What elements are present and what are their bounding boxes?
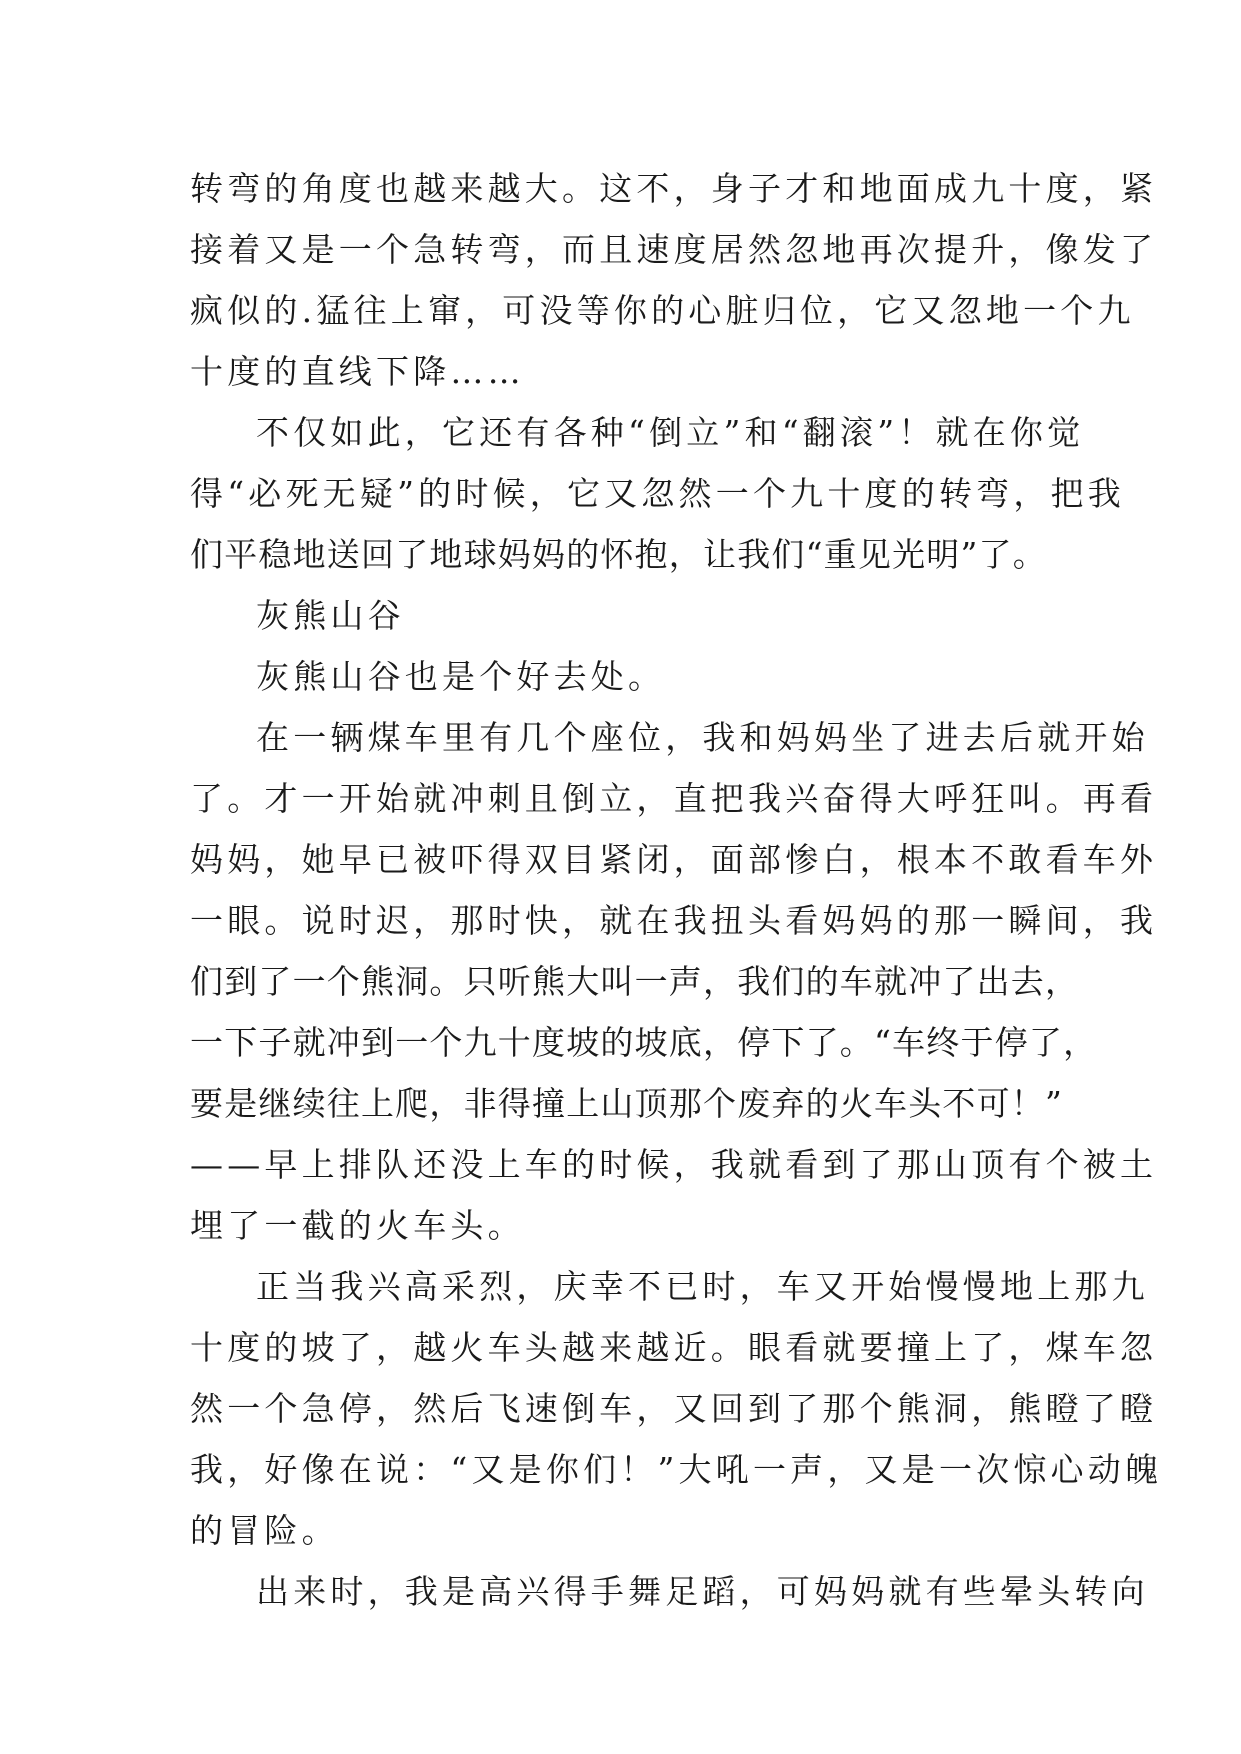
text-line: 十度的直线下降…… (190, 352, 525, 391)
text-line: 埋了一截的火车头。 (190, 1206, 525, 1245)
text-line: 的冒险。 (190, 1511, 339, 1550)
text-line: 们到了一个熊洞。只听熊大叫一声，我们的车就冲了出去， (190, 962, 1080, 1001)
text-line: 了。才一开始就冲刺且倒立，直把我兴奋得大呼狂叫。再看 (190, 779, 1158, 818)
text-line: 在一辆煤车里有几个座位，我和妈妈坐了进去后就开始 (256, 718, 1149, 757)
text-line: 然一个急停，然后飞速倒车，又回到了那个熊洞，熊瞪了瞪 (190, 1389, 1158, 1428)
text-line: 们平稳地送回了地球妈妈的怀抱，让我们“重见光明”了。 (190, 535, 1047, 574)
text-line: 我，好像在说：“又是你们！”大吼一声，又是一次惊心动魄 (190, 1450, 1163, 1489)
text-line: 得“必死无疑”的时候，它又忽然一个九十度的转弯，把我 (190, 474, 1125, 513)
text-line: 出来时，我是高兴得手舞足蹈，可妈妈就有些晕头转向 (256, 1572, 1149, 1611)
document-body (190, 158, 1163, 1622)
text-line: 转弯的角度也越来越大。这不，身子才和地面成九十度，紧 (190, 169, 1158, 208)
text-line: 一眼。说时迟，那时快，就在我扭头看妈妈的那一瞬间，我 (190, 901, 1158, 940)
text-line: 要是继续往上爬，非得撞上山顶那个废弃的火车头不可！” (190, 1084, 1064, 1123)
text-line: 正当我兴高采烈，庆幸不已时，车又开始慢慢地上那九 (256, 1267, 1149, 1306)
text-line: 接着又是一个急转弯，而且速度居然忽地再次提升，像发了 (190, 230, 1158, 269)
text-line: 不仅如此，它还有各种“倒立”和“翻滚”！就在你觉 (256, 413, 1085, 452)
text-line: 灰熊山谷也是个好去处。 (256, 657, 666, 696)
text-line: ——早上排队还没上车的时候，我就看到了那山顶有个被土 (190, 1145, 1158, 1184)
text-line: 一下子就冲到一个九十度坡的坡底，停下了。“车终于停了， (190, 1023, 1098, 1062)
text-line: 妈妈，她早已被吓得双目紧闭，面部惨白，根本不敢看车外 (190, 840, 1158, 879)
text-line: 十度的坡了，越火车头越来越近。眼看就要撞上了，煤车忽 (190, 1328, 1158, 1367)
text-line: 灰熊山谷 (256, 596, 405, 635)
text-line: 疯似的.猛往上窜，可没等你的心脏归位，它又忽地一个九 (190, 291, 1135, 330)
